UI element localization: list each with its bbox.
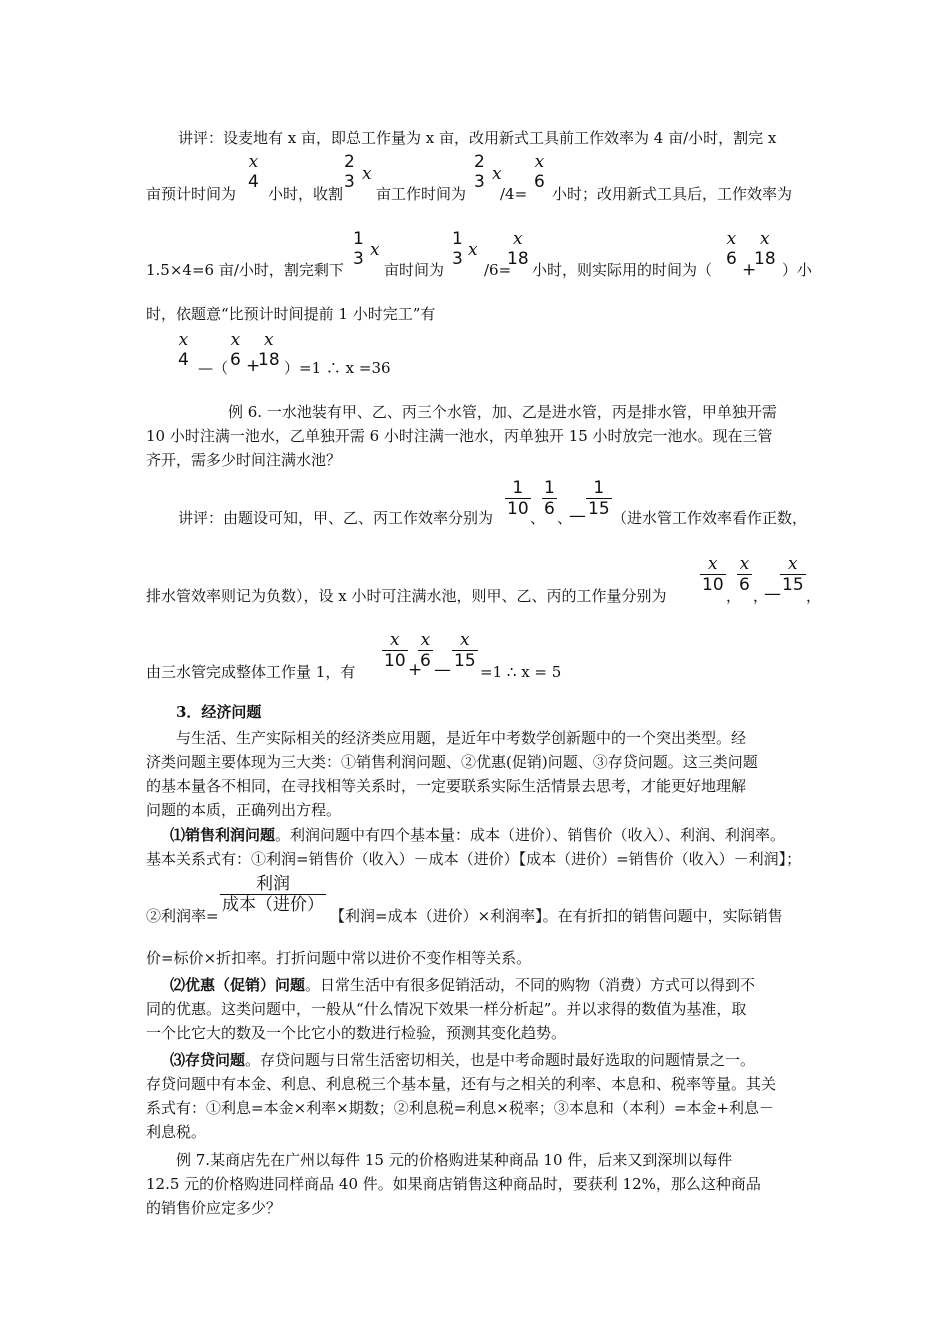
separator-dun: 、 — [530, 509, 546, 527]
example6-comment-line1a: 讲评：由题设可知，甲、乙、丙工作效率分别为 — [178, 509, 494, 527]
savings-loan-line4: 利息税。 — [146, 1123, 207, 1141]
variable-x: x — [468, 240, 478, 260]
comment1-line3e: ）小 — [782, 261, 813, 279]
comment1-line2d: /4= — [500, 185, 528, 203]
variable-x: x — [362, 164, 372, 184]
separator-comma: ， — [753, 587, 769, 605]
comment1-line1: 讲评：设麦地有 x 亩，即总工作量为 x 亩，改用新式工具前工作效率为 4 亩/小时，割完 x — [178, 129, 777, 147]
example7-line1: 例 7.某商店先在广州以每件 15 元的价格购进某种商品 10 件，后来又到深圳以每件 — [176, 1151, 733, 1169]
section3-title: 3．经济问题 — [176, 703, 262, 721]
promotion-line1: ⑵优惠（促销）问题。日常生活中有很多促销活动，不同的购物（消费）方式可以得到不 — [170, 976, 756, 994]
savings-loan-line2: 存贷问题中有本金、利息、利息税三个基本量，还有与之相关的利率、本息和、税率等量。其关 — [146, 1075, 777, 1093]
comment1-line3a: 1.5×4=6 亩/小时，割完剩下 — [146, 261, 344, 279]
fraction-x-over-6: x 6 — [739, 554, 750, 595]
comment1-line2a: 亩预计时间为 — [146, 185, 237, 203]
variable-x: x — [370, 240, 380, 260]
fraction-x-over-18: x 18 — [258, 330, 280, 370]
promotion-line2: 同的优惠。这类问题中，一般从“什么情况下效果一样分析起”。并以求得的数值为基准，取 — [146, 1000, 747, 1018]
promotion-line3: 一个比它大的数及一个比它小的数进行检验，预测其变化趋势。 — [146, 1024, 567, 1042]
fraction-x-over-15: x 15 — [454, 630, 476, 671]
separator-dun: 、 — [557, 509, 573, 527]
example6-line3: 齐开，需多少时间注满水池？ — [146, 451, 342, 469]
fraction-x-over-4: x 4 — [178, 330, 189, 370]
fraction-1-over-3: 1 3 — [452, 229, 463, 269]
fraction-2-over-3: 2 3 — [344, 152, 355, 192]
savings-loan-heading: ⑶存贷问题 — [170, 1051, 246, 1069]
sales-profit-heading: ⑴销售利润问题 — [170, 826, 276, 844]
example6-line1: 例 6. 一水池装有甲、乙、丙三个水管，加、乙是进水管，丙是排水管，甲单独开需 — [228, 403, 777, 421]
fraction-1-over-10: 1 10 — [507, 478, 529, 519]
sales-profit-line4: 价=标价×折扣率。打折问题中常以进价不变作相等关系。 — [146, 949, 532, 967]
fraction-x-over-10: x 10 — [702, 554, 724, 595]
comment1-line2b: 小时，收割 — [268, 185, 344, 203]
section3-paragraph-line: 问题的本质，正确列出方程。 — [146, 801, 342, 819]
plus-sign: + — [408, 660, 423, 680]
sales-profit-line3b: 【利润=成本（进价）×利润率】。在有折扣的销售问题中，实际销售 — [330, 907, 783, 925]
comment1-line5b: ）=1 ∴ x =36 — [284, 359, 391, 377]
comment1-line3b: 亩时间为 — [384, 261, 445, 279]
example7-line3: 的销售价应定多少？ — [146, 1199, 282, 1217]
fraction-x-over-6: x 6 — [726, 229, 737, 269]
savings-loan-line3: 系式有：①利息=本金×利率×期数；②利息税=利息×税率；③本息和（本利）=本金+利息－ — [146, 1099, 774, 1117]
section3-paragraph-line: 的基本量各不相同，在寻找相等关系时，一定要联系实际生活情景去思考，才能更好地理解 — [146, 777, 747, 795]
fraction-x-over-6: x 6 — [534, 152, 545, 192]
fraction-1-over-15: 1 15 — [588, 478, 610, 519]
fraction-profit-over-cost: 利润 成本（进价） — [222, 874, 324, 915]
fraction-1-over-6: 1 6 — [544, 478, 555, 519]
comment1-line2c: 亩工作时间为 — [376, 185, 467, 203]
savings-loan-line1: ⑶存贷问题。存贷问题与日常生活密切相关，也是中考命题时最好选取的问题情景之一。 — [170, 1051, 756, 1069]
example7-line2: 12.5 元的价格购进同样商品 40 件。如果商店销售这种商品时，要获利 12%，那么这种商品 — [146, 1175, 761, 1193]
example6-comment-line1b: （进水管工作效率看作正数， — [612, 509, 808, 527]
comment1-line2e: 小时；改用新式工具后，工作效率为 — [552, 185, 793, 203]
plus-sign: + — [742, 260, 757, 280]
section3-paragraph-line: 济类问题主要体现为三大类：①销售利润问题、②优惠(促销)问题、③存贷问题。这三类问题 — [146, 753, 758, 771]
separator-comma: ， — [806, 587, 822, 605]
minus-sign: — — [569, 506, 586, 526]
fraction-1-over-3: 1 3 — [353, 229, 364, 269]
fraction-x-over-15: x 15 — [782, 554, 804, 595]
section3-paragraph-line: 与生活、生产实际相关的经济类应用题，是近年中考数学创新题中的一个突出类型。经 — [176, 729, 747, 747]
comment1-line4: 时，依题意“比预计时间提前 1 小时完工”有 — [146, 305, 436, 323]
promotion-heading: ⑵优惠（促销）问题 — [170, 976, 306, 994]
comment1-line5a: —（ — [198, 359, 229, 377]
separator-comma: ， — [726, 587, 742, 605]
variable-x: x — [492, 164, 502, 184]
sales-profit-line2: 基本关系式有：①利润=销售价（收入）－成本（进价）【成本（进价）=销售价（收入）－利润】； — [146, 850, 802, 868]
example6-comment-line2: 排水管效率则记为负数），设 x 小时可注满水池，则甲、乙、丙的工作量分别为 — [146, 587, 667, 605]
fraction-2-over-3: 2 3 — [474, 152, 485, 192]
example6-comment-line3a: 由三水管完成整体工作量 1，有 — [146, 663, 356, 681]
comment1-line3c: /6= — [484, 261, 512, 279]
sales-profit-line1: ⑴销售利润问题。利润问题中有四个基本量：成本（进价）、销售价（收入）、利润、利润率。 — [170, 826, 786, 844]
example6-line2: 10 小时注满一池水，乙单独开需 6 小时注满一池水，丙单独开 15 小时放完一池水。现在三管 — [146, 427, 773, 445]
comment1-line3d: 小时，则实际用的时间为（ — [532, 261, 713, 279]
fraction-x-over-6: x 6 — [230, 330, 241, 370]
fraction-x-over-18: x 18 — [507, 229, 529, 269]
fraction-x-over-18: x 18 — [754, 229, 776, 269]
fraction-x-over-10: x 10 — [384, 630, 406, 671]
fraction-x-over-4: x 4 — [248, 152, 259, 192]
example6-comment-line3b: =1 ∴ x = 5 — [480, 663, 562, 681]
plus-sign: + — [246, 356, 261, 376]
sales-profit-line3a: ②利润率= — [146, 907, 219, 925]
fraction-x-over-6: x 6 — [420, 630, 431, 671]
minus-sign: — — [434, 660, 451, 680]
minus-sign: — — [764, 584, 781, 604]
